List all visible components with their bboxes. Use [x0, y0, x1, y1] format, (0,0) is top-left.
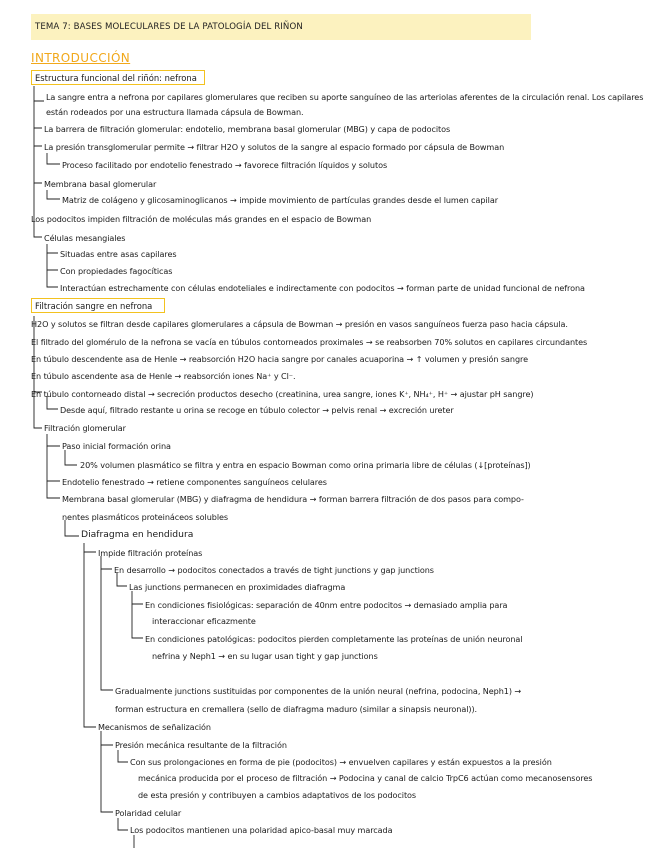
line-mecanismos-senalizacion: Mecanismos de señalización — [98, 722, 211, 732]
line-filtrado-glomerulo: El filtrado del glomérulo de la nefrona se vacía en túbulos contorneados proximales → se reabsorben 70% solutos en capilares circundantes — [31, 337, 588, 347]
line-gradualmente-junctions: Gradualmente junctions sustituidas por componentes de la unión neural (nefrina, podocina, Neph1) → — [115, 686, 522, 696]
line-sangre-entra-cont: están rodeados por una estructura llamada cápsula de Bowman. — [46, 107, 304, 117]
box-estructura-funcional — [31, 70, 205, 85]
line-membrana-basal: Membrana basal glomerular — [44, 179, 157, 189]
line-prolongaciones-pie-cont1: mecánica producida por el proceso de filtración → Podocina y canal de calcio TrpC6 actúan como mecanosensores — [138, 773, 593, 783]
line-mbg-diafragma-cont: nentes plasmáticos proteináceos solubles — [62, 512, 229, 522]
line-paso-inicial: Paso inicial formación orina — [62, 441, 171, 451]
line-diafragma-hendidura: Diafragma en hendidura — [81, 529, 194, 540]
line-condiciones-fisiologicas: En condiciones fisiológicas: separación de 40nm entre podocitos → demasiado amplia para — [145, 600, 508, 610]
line-polaridad-apico-basal: Los podocitos mantienen una polaridad apico-basal muy marcada — [130, 825, 393, 835]
line-tubulo-distal: En túbulo contorneado distal → secreción productos desecho (creatinina, urea sangre, iones K⁺, NH₄⁺, H⁺ → ajustar pH sangre) — [31, 389, 534, 399]
line-condiciones-patologicas-cont: nefrina y Neph1 → en su lugar usan tight y gap junctions — [152, 651, 378, 661]
line-en-desarrollo: En desarrollo → podocitos conectados a través de tight junctions y gap junctions — [114, 565, 434, 575]
line-condiciones-fisiologicas-cont: interaccionar eficazmente — [152, 616, 256, 626]
section-title-introduccion: INTRODUCCIÓN — [31, 51, 131, 65]
line-endotelio-fenestrado: Proceso facilitado por endotelio fenestrado → favorece filtración líquidos y solutos — [62, 160, 388, 170]
line-polaridad-celular: Polaridad celular — [115, 808, 182, 818]
line-celulas-mesangiales: Células mesangiales — [44, 233, 126, 243]
line-impide-filtracion: Impide filtración proteínas — [98, 548, 203, 558]
box-filtracion-sangre — [31, 298, 165, 313]
line-volumen-plasmatico: 20% volumen plasmático se filtra y entra en espacio Bowman como orina primaria libre de células (↓[proteínas]) — [80, 460, 531, 470]
line-prolongaciones-pie-cont2: de esta presión y contribuyen a cambios adaptativos de los podocitos — [138, 790, 417, 800]
line-sangre-entra: La sangre entra a nefrona por capilares glomerulares que reciben su aporte sanguíneo de las arteriolas aferentes de la circulación renal. Los capilares — [46, 92, 644, 102]
line-mbg-diafragma: Membrana basal glomerular (MBG) y diafragma de hendidura → forman barrera filtración de dos pasos para compo- — [62, 494, 524, 504]
line-matriz-colageno: Matriz de colágeno y glicosaminoglicanos → impide movimiento de partículas grandes desde el lumen capilar — [62, 195, 498, 205]
line-gradualmente-junctions-cont: forman estructura en cremallera (sello de diafragma maduro (similar a sinapsis neuronal)). — [115, 704, 478, 714]
line-interactuan-endoteliales: Interactúan estrechamente con células endoteliales e indirectamente con podocitos → forman parte de unidad funcional de nefrona — [60, 283, 585, 293]
line-h2o-solutos: H2O y solutos se filtran desde capilares glomerulares a cápsula de Bowman → presión en vasos sanguíneos fuerza paso hacia cápsula. — [31, 319, 568, 329]
line-prolongaciones-pie: Con sus prolongaciones en forma de pie (podocitos) → envuelven capilares y están expuestos a la presión — [130, 757, 552, 767]
line-junctions-permanecen: Las junctions permanecen en proximidades diafragma — [129, 582, 346, 592]
line-propiedades-fagociticas: Con propiedades fagocíticas — [60, 266, 173, 276]
line-condiciones-patologicas: En condiciones patológicas: podocitos pierden completamente las proteínas de unión neuronal — [145, 634, 523, 644]
line-presion-transglomerular: La presión transglomerular permite → filtrar H2O y solutos de la sangre al espacio formado por cápsula de Bowman — [44, 142, 505, 152]
line-endotelio-retiene: Endotelio fenestrado → retiene componentes sanguíneos celulares — [62, 477, 327, 487]
line-situadas-asas: Situadas entre asas capilares — [60, 249, 177, 259]
line-filtracion-glomerular: Filtración glomerular — [44, 423, 126, 433]
box-filtracion-label: Filtración sangre en nefrona — [35, 300, 153, 311]
line-asa-henle-ascendente: En túbulo ascendente asa de Henle → reabsorción iones Na⁺ y Cl⁻. — [31, 371, 296, 381]
line-tubulo-colector: Desde aquí, filtrado restante u orina se recoge en túbulo colector → pelvis renal → excreción ureter — [60, 405, 454, 415]
box-estructura-label: Estructura funcional del riñón: nefrona — [35, 72, 197, 83]
line-asa-henle-descendente: En túbulo descendente asa de Henle → reabsorción H2O hacia sangre por canales acuaporina → ↑ volumen y presión sangre — [31, 354, 529, 364]
topic-header — [31, 14, 531, 40]
line-presion-mecanica: Presión mecánica resultante de la filtración — [115, 740, 287, 750]
topic-title: TEMA 7: BASES MOLECULARES DE LA PATOLOGÍA DEL RIÑON — [35, 22, 303, 32]
line-podocitos-impiden: Los podocitos impiden filtración de moléculas más grandes en el espacio de Bowman — [31, 214, 372, 224]
line-barrera-filtracion: La barrera de filtración glomerular: endotelio, membrana basal glomerular (MBG) y capa de podocitos — [44, 124, 451, 134]
